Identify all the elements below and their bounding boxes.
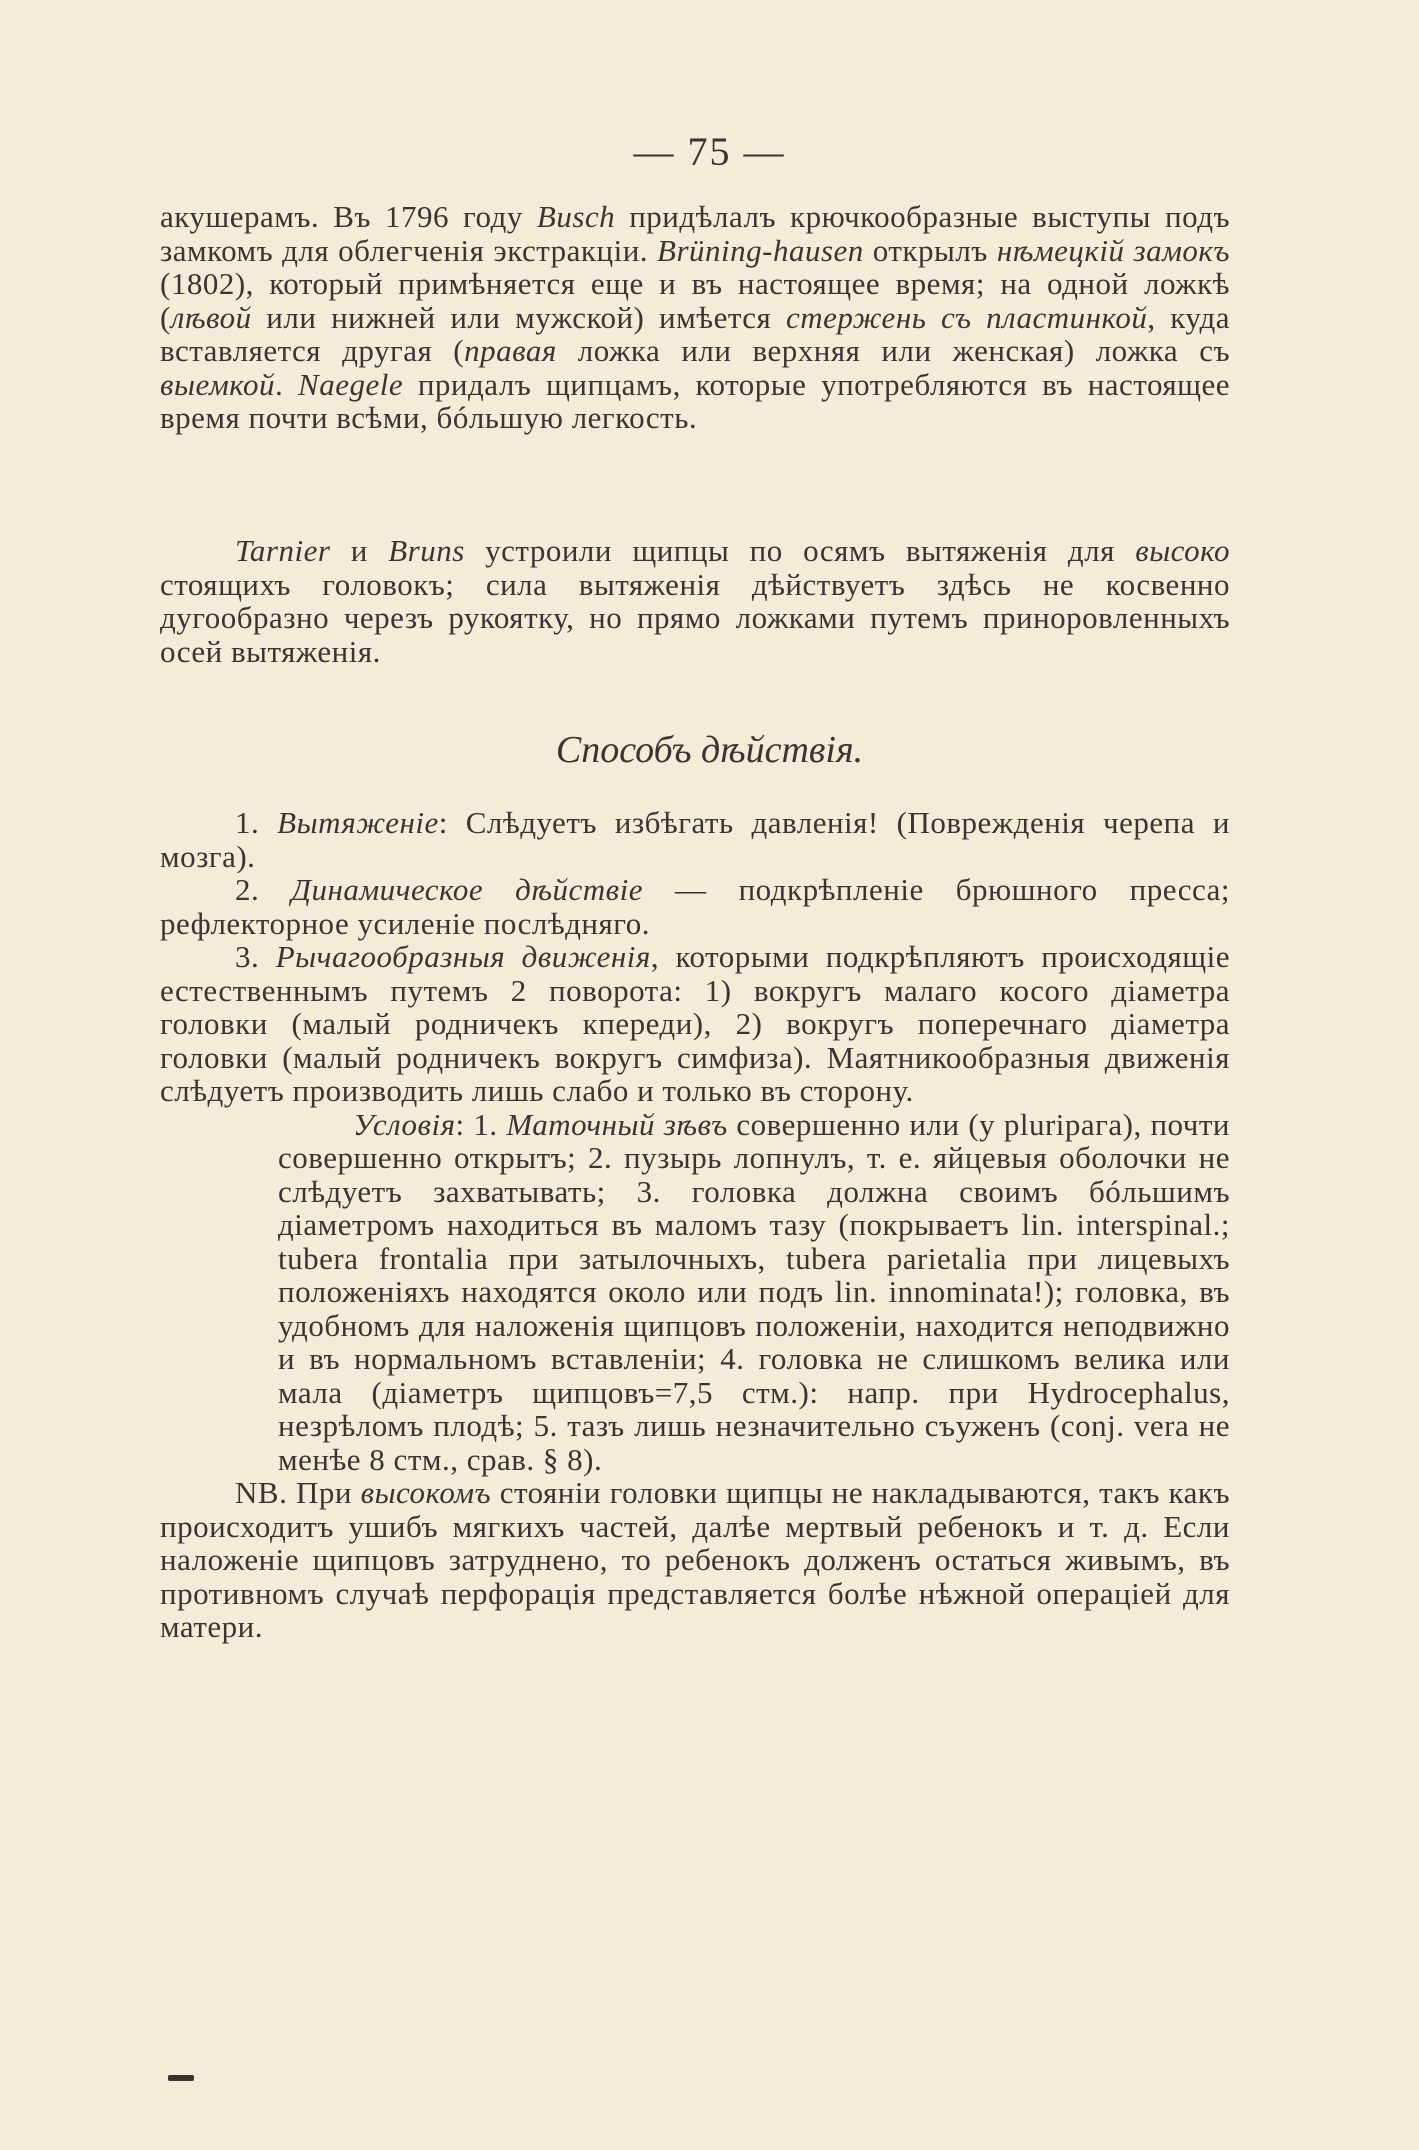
text-run: ложка или верхняя или женская) ложка съ [556,333,1230,368]
text-run: или нижней или мужской) имѣется [251,299,786,335]
paragraph-1 [160,200,1230,435]
text-run: (1802), который примѣняется еще и въ настоящее время; на одной ложкѣ ( [160,266,1230,335]
text-run: акушерамъ. Въ 1796 году [160,199,537,234]
method-section [160,806,1230,1644]
author-name: Brüning-hausen [657,232,864,268]
emphasis: правая [464,333,557,368]
emphasis: Маточный зѣвъ [506,1106,728,1142]
paragraph-tarnier [160,534,1230,668]
text-run: придѣлалъ крючкообразные выступы подъ замкомъ для облегченія экстракціи. [160,199,1231,268]
page-number: — 75 — [633,129,786,174]
text-run: стоящихъ головокъ; сила вытяженія дѣйствуетъ здѣсь не косвенно дугообразно черезъ рукоятку, но прямо ложками путемъ приноровленныхъ осей вытяженія. [160,566,1230,669]
paragraph-history [160,200,1230,435]
text-run: , которыми подкрѣпляютъ происходящіе естественнымъ путемъ 2 поворота: 1) вокругъ малаго косого діаметра головки (малый родничекъ кпереди), 2) вокругъ поперечнаго діаметра головки (малый родничекъ вокругъ симфиза). Маятникообразныя движенія слѣдуетъ производить лишь слабо и только въ сторону. [160,939,1230,1108]
author-name: Bruns [388,533,465,568]
emphasis: Вытяженіе [277,805,439,840]
emphasis: выемкой [160,366,276,402]
emphasis: Динамическое дѣйствіе [291,872,644,907]
author-name: Tarnier [235,533,331,568]
text-run: устроили щипцы по осямъ вытяженія для [464,533,1136,568]
nb-paragraph [160,1476,1230,1644]
paragraph-2 [160,534,1230,668]
text-run: открылъ [863,232,997,268]
emphasis: лѣвой [170,299,252,335]
text-run: : 1. [455,1106,507,1142]
conditions-paragraph [278,1108,1230,1477]
section-heading: Способъ дѣйствія. [555,729,864,771]
emphasis: высокомъ [360,1475,492,1510]
emphasis: высоко [1135,533,1230,568]
text-run: и [330,533,389,568]
emphasis: Условія [353,1106,456,1142]
text-run: . [275,366,299,402]
text-run: , куда вставляется другая ( [160,299,1230,368]
text-run: NB. При [235,1475,361,1510]
list-item-1 [160,806,1230,873]
list-item-3 [160,940,1230,1108]
text-run: совершенно или (у plurірага), почти совершенно открытъ; 2. пузырь лопнулъ, т. е. яйцевыя оболочки не слѣдуетъ захватывать; 3. головка должна своимъ бóльшимъ діаметромъ находиться въ маломъ тазу (покрываетъ lin. interspinal.; tubera frontalia при затылочныхъ, tubera parietalia при лицевыхъ положеніяхъ находятся около или подъ lin. innominata!); головка, въ удобномъ для наложенія щипцовъ положеніи, находится неподвижно и въ нормальномъ вставленіи; 4. головка не слишкомъ велика или мала (діаметръ щипцовъ=7,5 стм.): напр. при Hydrocephalus, незрѣломъ плодѣ; 5. тазъ лишь незначительно съуженъ (conj. vera не менѣе 8 стм., срав. § 8). [278,1106,1230,1477]
list-item-2 [160,873,1230,940]
emphasis: стержень съ пластинкой [786,299,1148,335]
text-run: 2. [235,872,292,907]
text-run: 1. [235,805,278,840]
text-run: стояніи головки щипцы не накладываются, такъ какъ происходитъ ушибъ мягкихъ частей, далѣе мертвый ребенокъ и т. д. Если наложеніе щипцовъ затруднено, то ребенокъ долженъ остаться живымъ, въ противномъ случаѣ перфорація представляется болѣе нѣжной операціей для матери. [160,1475,1231,1644]
text-run: 3. [235,939,276,974]
printer-mark [168,2075,194,2081]
text-run: : Слѣдуетъ избѣгать давленія! (Поврежденія черепа и мозга). [160,805,1231,874]
emphasis: нѣмецкій замокъ [996,232,1230,268]
text-run: — подкрѣпленіе брюшного пресса; рефлекторное усиленіе послѣдняго. [160,872,1230,941]
emphasis: Рычагообразныя движенія [275,939,651,974]
text-run: придалъ щипцамъ, которые употребляются въ настоящее время почти всѣми, бóльшую легкость. [160,366,1231,435]
author-name: Naegele [298,366,404,402]
author-name: Busch [536,199,616,234]
